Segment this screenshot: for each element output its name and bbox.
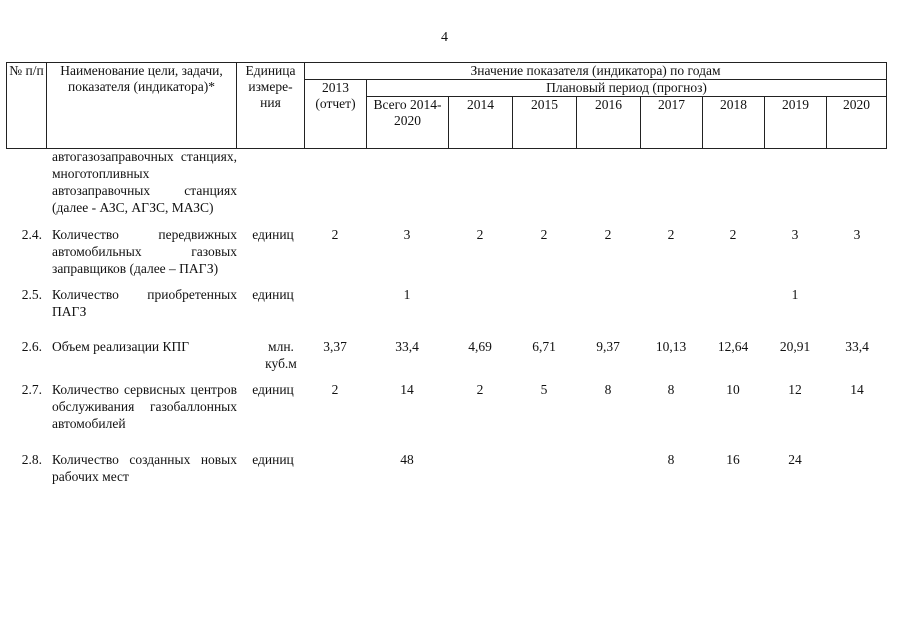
header-2013: 2013 (отчет) <box>305 80 367 149</box>
value-2019: 3 <box>791 227 799 242</box>
row-unit: единиц <box>252 382 294 397</box>
value-2017: 8 <box>667 452 675 467</box>
value-2018: 2 <box>729 227 737 242</box>
value-2014: 2 <box>476 227 484 242</box>
value-2018: 12,64 <box>717 339 749 354</box>
value-2013: 2 <box>331 227 339 242</box>
value-2013: 2 <box>331 382 339 397</box>
value-total: 48 <box>400 452 414 467</box>
value-2020: 33,4 <box>845 339 869 354</box>
header-plan: Плановый период (прогноз) <box>367 80 887 97</box>
header-num: № п/п <box>7 63 47 149</box>
row-name: Количество приобретенных ПАГЗ <box>52 287 237 319</box>
value-2017: 8 <box>667 382 675 397</box>
value-2016: 8 <box>604 382 612 397</box>
row-number: 2.7. <box>21 382 42 397</box>
value-2019: 12 <box>788 382 802 397</box>
header-year: 2018 <box>703 97 765 149</box>
header-year: 2016 <box>577 97 641 149</box>
header-year: 2020 <box>827 97 887 149</box>
page-number: 4 <box>441 30 448 45</box>
value-2018: 10 <box>726 382 740 397</box>
row-name: Количество передвижных автомобильных газовых заправщиков (далее – ПАГЗ) <box>52 227 237 276</box>
value-total: 33,4 <box>395 339 419 354</box>
value-2019: 1 <box>791 287 799 302</box>
header-unit: Единица измере-ния <box>237 63 305 149</box>
header-total: Всего 2014-2020 <box>367 97 449 149</box>
value-2019: 24 <box>788 452 802 467</box>
value-total: 14 <box>400 382 414 397</box>
value-2017: 2 <box>667 227 675 242</box>
row-name: автогазозаправочных станциях, многотопливных автозаправочных станциях (далее - АЗС, АГЗС, МАЗС) <box>52 149 237 215</box>
table-header <box>6 62 887 149</box>
row-number: 2.6. <box>21 339 42 354</box>
value-2015: 6,71 <box>532 339 556 354</box>
value-2015: 2 <box>540 227 548 242</box>
value-2014: 4,69 <box>468 339 492 354</box>
header-year: 2015 <box>513 97 577 149</box>
value-2016: 9,37 <box>596 339 620 354</box>
row-unit: единиц <box>252 452 294 467</box>
header-year: 2019 <box>765 97 827 149</box>
row-unit: единиц <box>252 227 294 242</box>
row-unit: единиц <box>252 287 294 302</box>
header-values: Значение показателя (индикатора) по годам <box>305 63 887 80</box>
header-year: 2017 <box>641 97 703 149</box>
value-2013: 3,37 <box>323 339 347 354</box>
value-2014: 2 <box>476 382 484 397</box>
value-2019: 20,91 <box>779 339 811 354</box>
row-number: 2.8. <box>21 452 42 467</box>
value-2020: 14 <box>850 382 864 397</box>
header-year: 2014 <box>449 97 513 149</box>
value-2018: 16 <box>726 452 740 467</box>
value-total: 3 <box>403 227 411 242</box>
value-total: 1 <box>403 287 411 302</box>
value-2016: 2 <box>604 227 612 242</box>
value-2020: 3 <box>853 227 861 242</box>
row-unit: млн. куб.м <box>265 339 297 371</box>
row-number: 2.4. <box>21 227 42 242</box>
row-number: 2.5. <box>21 287 42 302</box>
row-name: Объем реализации КПГ <box>52 339 190 354</box>
header-name: Наименование цели, задачи, показателя (индикатора)* <box>47 63 237 149</box>
value-2015: 5 <box>540 382 548 397</box>
row-name: Количество сервисных центров обслуживания газобаллонных автомобилей <box>52 382 237 431</box>
value-2017: 10,13 <box>655 339 687 354</box>
row-name: Количество созданных новых рабочих мест <box>52 452 237 484</box>
